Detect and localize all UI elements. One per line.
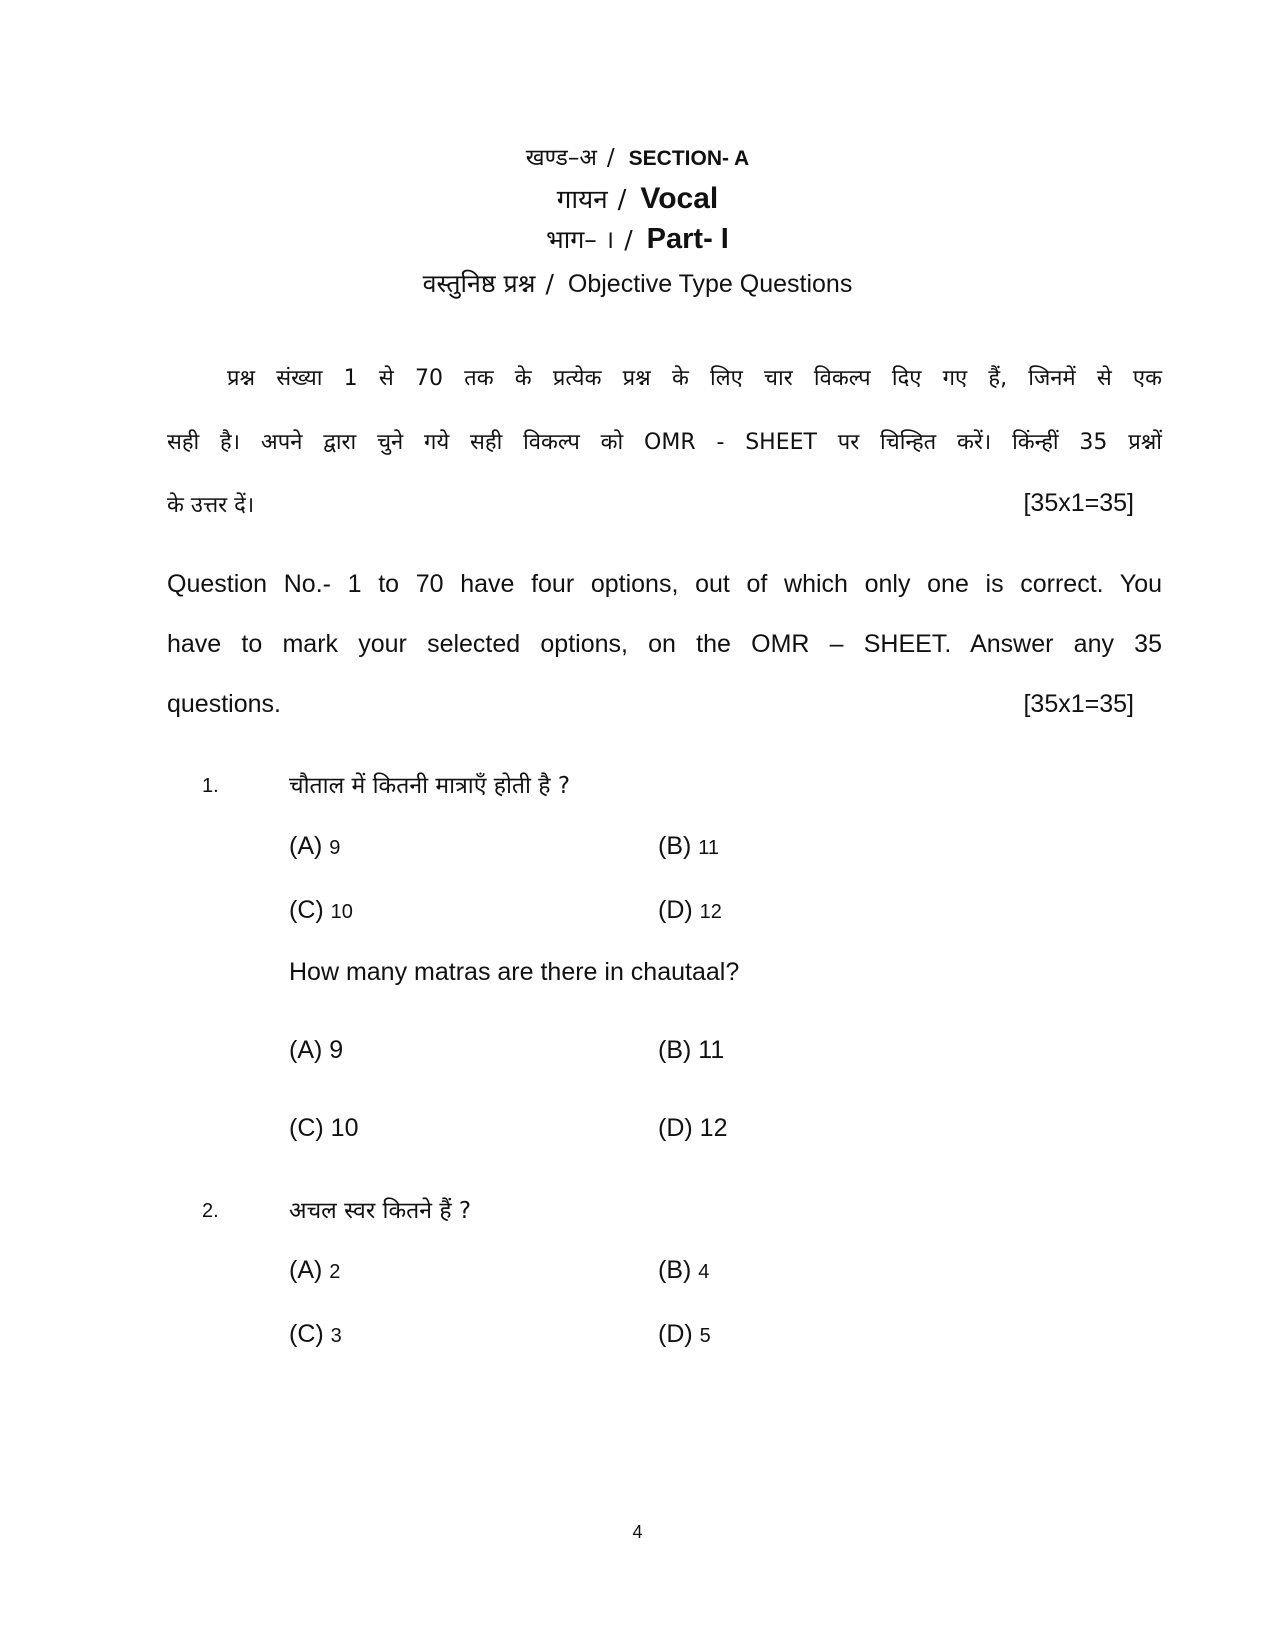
question-type-heading: [0, 266, 1275, 300]
option-c: [289, 896, 353, 925]
part-english: Part- I: [646, 223, 729, 255]
option-c: [289, 1114, 358, 1143]
option-a: [289, 832, 340, 861]
option-label: (C): [289, 1114, 324, 1142]
option-a: [289, 1256, 340, 1285]
option-d: [658, 896, 722, 925]
instruction-line: have to mark your selected options, on the OMR – SHEET. Answer any 35: [167, 630, 1162, 658]
option-label: (B): [658, 832, 692, 860]
option-value: 10: [330, 901, 353, 923]
option-label: (C): [289, 1320, 324, 1348]
option-label: (D): [658, 1320, 693, 1348]
instruction-line: questions.: [167, 690, 281, 718]
option-value: 5: [699, 1325, 711, 1347]
option-value: 12: [699, 1114, 728, 1142]
instruction-line: सही है। अपने द्वारा चुने गये सही विकल्प को OMR - SHEET पर चिन्हित करें। किंन्हीं 35 प्रश्नों: [167, 430, 1162, 455]
option-label: (A): [289, 1036, 323, 1064]
instruction-line: Question No.- 1 to 70 have four options, out of which only one is correct. You: [167, 570, 1162, 598]
section-hindi: खण्ड–अ: [525, 145, 597, 171]
subject-english: Vocal: [640, 182, 719, 215]
option-b: [658, 1036, 724, 1065]
marks-label: [35x1=35]: [1023, 489, 1134, 517]
option-value: 4: [698, 1261, 710, 1283]
option-value: 3: [330, 1325, 342, 1347]
type-hindi: वस्तुनिष्ठ प्रश्न: [422, 269, 536, 298]
slash-separator: /: [606, 145, 615, 171]
option-b: [658, 1256, 709, 1285]
section-heading: [0, 140, 1275, 172]
type-english: Objective Type Questions: [567, 270, 853, 298]
option-value: 9: [329, 1036, 344, 1064]
question-text-english: How many matras are there in chautaal?: [289, 958, 740, 986]
option-label: (B): [658, 1036, 692, 1064]
option-d: [658, 1114, 727, 1143]
option-value: 2: [329, 1261, 341, 1283]
option-label: (C): [289, 896, 324, 924]
instruction-line: के उत्तर दें।: [167, 493, 255, 518]
part-heading: [0, 222, 1275, 256]
marks-label: [35x1=35]: [1023, 690, 1134, 718]
slash-separator: /: [545, 269, 554, 298]
part-hindi: भाग– ।: [546, 225, 615, 254]
option-label: (A): [289, 1256, 323, 1284]
question-text-hindi: अचल स्वर कितने हैं ?: [289, 1198, 472, 1224]
question-text-hindi: चौताल में कितनी मात्राएँ होती है ?: [289, 773, 571, 799]
option-d: [658, 1320, 711, 1349]
option-label: (B): [658, 1256, 692, 1284]
option-value: 10: [330, 1114, 359, 1142]
slash-separator: /: [624, 225, 633, 254]
subject-hindi: गायन: [556, 185, 608, 215]
option-label: (A): [289, 832, 323, 860]
option-label: (D): [658, 1114, 693, 1142]
instruction-line: प्रश्न संख्या 1 से 70 तक के प्रत्येक प्रश्न के लिए चार विकल्प दिए गए हैं, जिनमें से एक: [227, 366, 1162, 391]
question-number: 1.: [202, 775, 219, 797]
option-value: 9: [329, 837, 341, 859]
option-a: [289, 1036, 343, 1065]
page-number: 4: [632, 1522, 643, 1542]
section-english: SECTION- A: [628, 147, 750, 170]
question-number: 2.: [202, 1200, 219, 1222]
option-value: 11: [698, 837, 720, 859]
slash-separator: /: [617, 185, 627, 215]
option-c: [289, 1320, 342, 1349]
option-b: [658, 832, 719, 861]
option-value: 12: [699, 901, 722, 923]
subject-heading: [0, 180, 1275, 216]
option-label: (D): [658, 896, 693, 924]
option-value: 11: [698, 1036, 725, 1064]
